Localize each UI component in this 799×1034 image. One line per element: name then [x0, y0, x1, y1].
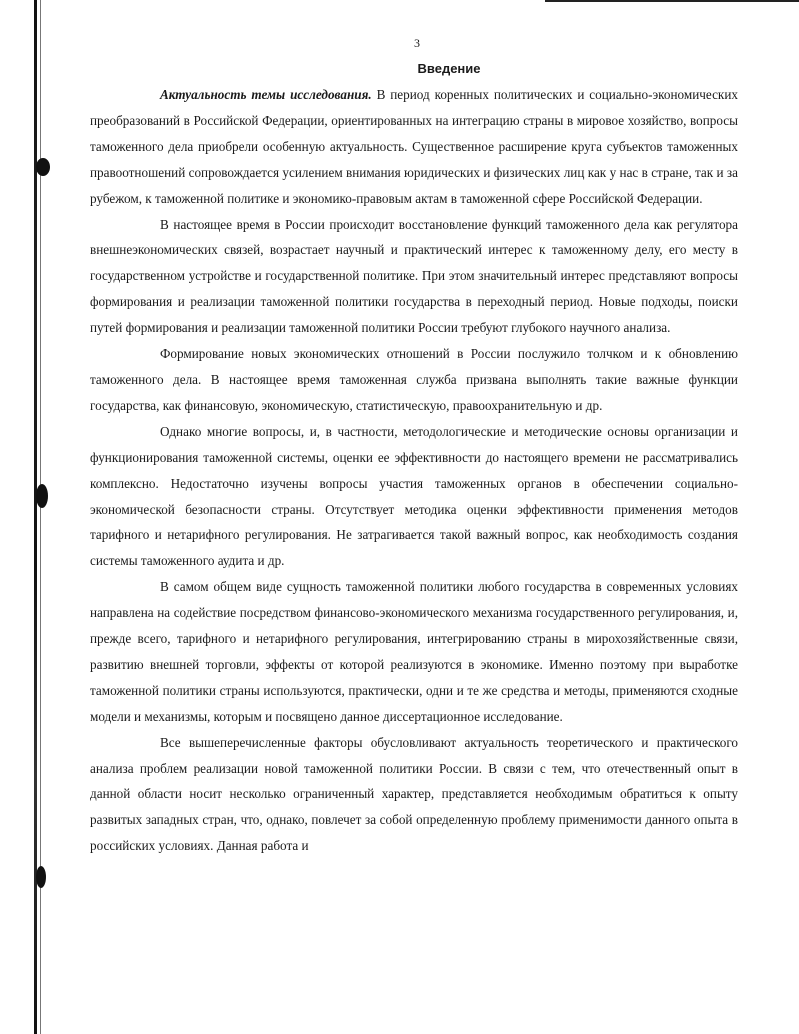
- binding-hole-mark: [36, 158, 50, 176]
- page-number: 3: [414, 36, 420, 50]
- paragraph: В самом общем виде сущность таможенной политики любого государства в современных условиях направлена на содействие посредством финансово-экономического механизма государственного регулирования, и, прежде всего, тарифного и нетарифного регулирования, интегрированию страны в мирохозяйственные связи, развитию внешней торговли, эффекты от которой реализуются в экономике. Именно поэтому при выработке таможенной политики страны используются, практически, одни и те же средства и методы, применяются сходные модели и механизмы, которым и посвящено данное диссертационное исследование.: [90, 579, 738, 724]
- paragraph: Однако многие вопросы, и, в частности, методологические и методические основы организации и функционирования таможенной системы, оценки ее эффективности до настоящего времени не рассматривались комплексно. Недостаточно изучены вопросы участия таможенных органов в обеспечении социально-экономической безопасности страны. Отсутствует методика оценки эффективности применения методов тарифного и нетарифного регулирования. Не затрагивается такой важный вопрос, как необходимость создания системы таможенного аудита и др.: [90, 423, 738, 569]
- paragraph: Все вышеперечисленные факторы обусловливают актуальность теоретического и практического анализа проблем реализации новой таможенной политики России. В связи с тем, что отечественный опыт в данной области носит несколько ограниченный характер, представляется необходимым обратиться к опыту развитых западных стран, что, однако, повлечет за собой определенную проблему применимости данного опыта в российских условиях. Данная работа и: [90, 734, 738, 854]
- binding-hole-mark: [36, 484, 48, 508]
- paragraph-text: В период коренных политических и социально-экономических преобразований в Российской Федерации, ориентированных на интеграцию страны в мировое хозяйство, вопросы таможенного дела приобрели особенную актуальность. Существенное расширение круга субъектов таможенных правоотношений сопровождается усилением внимания юридических и физических лиц как у нас в стране, так и за рубежом, к таможенной политике и экономико-правовым актам в таможенной сфере Российской Федерации.: [90, 87, 738, 206]
- paragraph-relevance: [90, 82, 738, 212]
- section-heading: Введение: [417, 61, 481, 76]
- document-page: [90, 28, 738, 859]
- paragraph: Формирование новых экономических отношений в России послужило толчком и к обновлению таможенного дела. В настоящее время таможенная служба призвана выполнять такие важные функции государства, как финансовую, экономическую, статистическую, правоохранительную и др.: [90, 346, 738, 413]
- paragraph-lead: Актуальность темы исследования.: [160, 87, 372, 102]
- scan-top-edge-artifact: [545, 0, 799, 2]
- binding-hole-mark: [36, 866, 46, 888]
- paragraph: В настоящее время в России происходит восстановление функций таможенного дела как регулятора внешнеэкономических связей, возрастает научный и практический интерес к таможенному делу, его месту в государственном устройстве и государственной политике. При этом значительный интерес представляют вопросы формирования и реализации таможенной политики государства в переходный период. Новые подходы, поиски путей формирования и реализации таможенной политики России требуют глубокого научного анализа.: [90, 216, 738, 336]
